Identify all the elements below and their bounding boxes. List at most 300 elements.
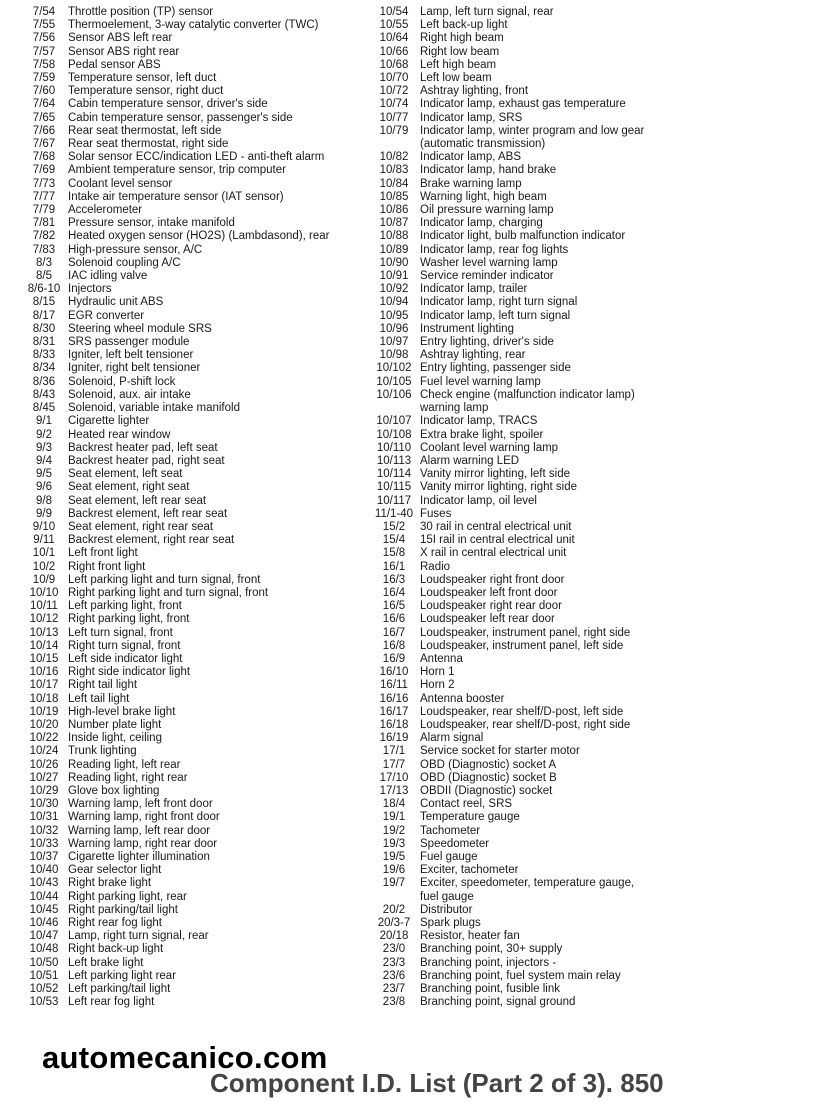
- component-code: 10/24: [29, 745, 59, 758]
- component-code: 10/54: [379, 6, 409, 18]
- component-description: Vanity mirror lighting, left side: [420, 468, 570, 481]
- component-description: Branching point, fuel system main relay: [420, 969, 621, 982]
- component-description: Right tail light: [68, 679, 138, 692]
- component-description: Heated rear window: [68, 428, 171, 441]
- component-description: Branching point, fusible link: [420, 983, 560, 996]
- component-description: Ashtray lighting, front: [420, 85, 529, 98]
- list-item: [20, 72, 370, 85]
- list-item: [20, 534, 370, 547]
- component-description: Left rear fog light: [68, 996, 155, 1009]
- component-description: Fuses: [420, 507, 452, 520]
- list-item: [368, 204, 823, 217]
- component-code: 7/67: [32, 138, 56, 151]
- component-description: Indicator lamp, TRACS: [420, 415, 538, 428]
- list-item: [20, 283, 370, 296]
- component-description: Injectors: [68, 283, 112, 296]
- list-item: [20, 376, 370, 389]
- component-code: 19/3: [382, 837, 406, 850]
- component-description: Cabin temperature sensor, passenger's side: [68, 111, 293, 124]
- component-code: 10/48: [29, 943, 59, 956]
- component-description: Heated oxygen sensor (HO2S) (Lambdasond), rear: [68, 230, 330, 243]
- component-description: Solar sensor ECC/indication LED - anti-theft alarm: [68, 151, 325, 164]
- list-item: [368, 257, 823, 270]
- component-list-left: [20, 6, 370, 1009]
- component-code: 7/81: [32, 217, 56, 230]
- component-description: Right turn signal, front: [68, 639, 181, 652]
- component-code: 10/107: [376, 415, 412, 428]
- component-description: Solenoid, aux. air intake: [68, 388, 191, 401]
- component-description: Coolant level warning lamp: [420, 441, 559, 454]
- component-code: 16/18: [379, 718, 409, 731]
- component-code: 7/65: [32, 111, 56, 124]
- component-code: 10/102: [376, 362, 412, 375]
- component-code: 9/9: [36, 507, 52, 520]
- component-code: 23/6: [382, 969, 406, 982]
- component-code: 16/10: [379, 666, 409, 679]
- component-code: 10/50: [29, 956, 59, 969]
- component-description: Right front light: [68, 560, 146, 573]
- list-item: [368, 613, 823, 626]
- component-description: Cigarette lighter illumination: [68, 851, 210, 863]
- list-item: [20, 521, 370, 534]
- list-item: [368, 627, 823, 640]
- component-code: 7/77: [32, 190, 56, 203]
- list-item: [20, 495, 370, 508]
- component-description: warning lamp: [420, 402, 489, 415]
- component-description: Reading light, right rear: [68, 771, 188, 784]
- component-description: Right parking light, front: [68, 613, 190, 626]
- list-item: [368, 825, 823, 838]
- component-description: Pressure sensor, intake manifold: [68, 217, 235, 230]
- component-code: 23/0: [382, 943, 406, 956]
- component-description: Ashtray lighting, rear: [420, 349, 526, 362]
- list-item: [20, 772, 370, 785]
- list-item: [368, 653, 823, 666]
- component-code: 10/27: [29, 771, 59, 784]
- component-description: Check engine (malfunction indicator lamp): [420, 388, 635, 401]
- component-code: 10/74: [379, 98, 409, 111]
- component-code: 16/17: [379, 705, 409, 718]
- list-item: [368, 943, 823, 956]
- component-code: 10/45: [29, 903, 59, 916]
- component-description: Seat element, right seat: [68, 481, 190, 494]
- component-code: 10/106: [376, 388, 412, 401]
- component-code: 7/64: [32, 98, 56, 111]
- component-description: Solenoid, P-shift lock: [68, 375, 176, 388]
- component-code: 10/16: [29, 666, 59, 679]
- list-item: [368, 481, 823, 494]
- component-code: 10/97: [379, 336, 409, 349]
- component-code: 9/4: [36, 454, 52, 467]
- component-description: Branching point, injectors -: [420, 956, 557, 969]
- list-item: [368, 270, 823, 283]
- component-code: 7/73: [32, 177, 56, 190]
- component-code: 10/84: [379, 177, 409, 190]
- component-code: 10/72: [379, 85, 409, 98]
- component-description: Fuel gauge: [420, 851, 478, 863]
- component-code: 10/10: [29, 586, 59, 599]
- component-code: 10/77: [379, 111, 409, 124]
- list-item: [368, 323, 823, 336]
- component-description: Radio: [420, 560, 451, 573]
- list-item: [20, 112, 370, 125]
- component-description: Washer level warning lamp: [420, 256, 558, 269]
- component-description: Left tail light: [68, 692, 130, 705]
- component-code: 10/64: [379, 32, 409, 45]
- component-code: 16/1: [382, 560, 406, 573]
- list-item: [20, 785, 370, 798]
- list-item: [20, 904, 370, 917]
- list-item: [20, 59, 370, 72]
- component-description: Sensor ABS left rear: [68, 32, 173, 45]
- list-item: [368, 310, 823, 323]
- list-item: [368, 72, 823, 85]
- component-code: 10/47: [29, 930, 59, 943]
- component-description: Loudspeaker, instrument panel, right side: [420, 626, 631, 639]
- list-item: [368, 468, 823, 481]
- list-item: [20, 732, 370, 745]
- component-description: Spark plugs: [420, 917, 481, 930]
- component-description: Gear selector light: [68, 864, 162, 877]
- component-description: Loudspeaker left front door: [420, 586, 558, 599]
- component-code: 8/43: [32, 388, 56, 401]
- component-description: OBDII (Diagnostic) socket: [420, 784, 553, 797]
- component-description: Backrest element, left rear seat: [68, 507, 228, 520]
- component-code: 10/40: [29, 864, 59, 877]
- component-code: 10/26: [29, 758, 59, 771]
- component-code: 8/6-10: [27, 283, 61, 296]
- list-item: [20, 917, 370, 930]
- component-code: 11/1-40: [374, 507, 414, 520]
- component-description: Reading light, left rear: [68, 758, 181, 771]
- component-code: 10/31: [29, 811, 59, 824]
- component-description: IAC idling valve: [68, 270, 148, 283]
- list-item: [368, 679, 823, 692]
- component-code: 8/36: [32, 375, 56, 388]
- list-item: [368, 904, 823, 917]
- list-item: [20, 508, 370, 521]
- component-code: 10/87: [379, 217, 409, 230]
- list-item: [368, 389, 823, 402]
- component-code: 10/110: [376, 441, 412, 454]
- component-code: 16/5: [382, 600, 406, 613]
- component-description: Loudspeaker right front door: [420, 573, 565, 586]
- component-code: 10/79: [379, 124, 409, 137]
- list-item: [20, 851, 370, 864]
- list-item: [20, 996, 370, 1009]
- component-description: Left back-up light: [420, 19, 508, 32]
- component-description: Inside light, ceiling: [68, 732, 162, 745]
- component-description: Right side indicator light: [68, 666, 191, 679]
- list-item: [368, 640, 823, 653]
- component-description: Temperature gauge: [420, 811, 520, 824]
- list-item: [368, 151, 823, 164]
- component-code: 10/29: [29, 784, 59, 797]
- component-description: Alarm signal: [420, 732, 484, 745]
- component-code: 16/19: [379, 732, 409, 745]
- component-code: 8/34: [32, 362, 56, 375]
- component-description: Glove box lighting: [68, 784, 160, 797]
- list-item: [20, 600, 370, 613]
- component-code: 7/83: [32, 243, 56, 256]
- component-code: 7/69: [32, 164, 56, 177]
- component-code: 10/82: [379, 151, 409, 164]
- component-code: 18/4: [382, 798, 406, 811]
- component-description: Resistor, heater fan: [420, 930, 520, 943]
- component-description: Instrument lighting: [420, 322, 514, 335]
- component-code: 10/19: [29, 705, 59, 718]
- list-item: [368, 164, 823, 177]
- component-code: 10/2: [32, 560, 56, 573]
- component-description: Right brake light: [68, 877, 152, 890]
- component-description: Igniter, left belt tensioner: [68, 349, 194, 362]
- component-code: 10/88: [379, 230, 409, 243]
- component-description: Pedal sensor ABS: [68, 58, 161, 71]
- component-description: Indicator lamp, left turn signal: [420, 309, 571, 322]
- list-item: [368, 851, 823, 864]
- list-item: [368, 587, 823, 600]
- list-item: [20, 19, 370, 32]
- component-code: 23/3: [382, 956, 406, 969]
- component-code: 8/3: [36, 256, 52, 269]
- list-item: [20, 653, 370, 666]
- component-description: Alarm warning LED: [420, 454, 520, 467]
- component-description: Vanity mirror lighting, right side: [420, 481, 578, 494]
- page-title: Component I.D. List (Part 2 of 3). 850: [210, 1068, 664, 1098]
- component-description: Brake warning lamp: [420, 177, 522, 190]
- component-description: SRS passenger module: [68, 336, 190, 349]
- component-code: 17/7: [382, 758, 406, 771]
- component-description: Coolant level sensor: [68, 177, 173, 190]
- component-description: Loudspeaker, instrument panel, left side: [420, 639, 624, 652]
- component-description: Indicator lamp, hand brake: [420, 164, 557, 177]
- list-item: [368, 455, 823, 468]
- component-code: 10/94: [379, 296, 409, 309]
- list-item: [368, 217, 823, 230]
- component-description: Backrest heater pad, right seat: [68, 454, 225, 467]
- list-item: [368, 719, 823, 732]
- component-code: [368, 402, 420, 415]
- component-description: Backrest heater pad, left seat: [68, 441, 218, 454]
- list-item: [368, 745, 823, 758]
- component-code: 10/70: [379, 72, 409, 85]
- component-description: Left front light: [68, 547, 138, 560]
- list-item: [20, 415, 370, 428]
- list-item: [368, 798, 823, 811]
- component-description: Hydraulic unit ABS: [68, 296, 164, 309]
- list-item: [368, 917, 823, 930]
- list-item: [368, 178, 823, 191]
- component-description: Trunk lighting: [68, 745, 137, 758]
- component-description: (automatic transmission): [420, 138, 546, 151]
- list-item: [368, 376, 823, 389]
- component-description: Exciter, speedometer, temperature gauge,: [420, 877, 635, 890]
- list-item: [368, 32, 823, 45]
- component-code: 10/20: [29, 718, 59, 731]
- component-code: 10/66: [379, 45, 409, 58]
- list-item: [20, 217, 370, 230]
- component-code: 8/15: [32, 296, 56, 309]
- component-code: 19/6: [382, 864, 406, 877]
- list-item: [368, 283, 823, 296]
- list-item: [20, 825, 370, 838]
- list-item: [20, 877, 370, 890]
- component-description: Rear seat thermostat, left side: [68, 124, 222, 137]
- component-code: 10/55: [379, 19, 409, 32]
- component-code: 16/3: [382, 573, 406, 586]
- component-code: 10/51: [29, 969, 59, 982]
- list-item: [20, 468, 370, 481]
- list-item: [20, 296, 370, 309]
- component-description: Left side indicator light: [68, 652, 183, 665]
- component-description: Seat element, left rear seat: [68, 494, 207, 507]
- component-description: Fuel level warning lamp: [420, 375, 541, 388]
- component-code: 9/11: [33, 534, 55, 547]
- list-item: [20, 349, 370, 362]
- component-code: 10/13: [29, 626, 59, 639]
- component-description: 30 rail in central electrical unit: [420, 520, 572, 533]
- component-code: 8/5: [36, 270, 52, 283]
- component-code: 10/15: [29, 652, 59, 665]
- component-description: Left brake light: [68, 956, 144, 969]
- component-description: OBD (Diagnostic) socket B: [420, 771, 557, 784]
- component-list-right: [368, 6, 823, 1009]
- component-description: Service reminder indicator: [420, 270, 554, 283]
- component-description: Loudspeaker, rear shelf/D-post, left side: [420, 705, 624, 718]
- component-description: Indicator lamp, SRS: [420, 111, 523, 124]
- list-item: [368, 666, 823, 679]
- component-description: Right parking/tail light: [68, 903, 178, 916]
- component-description: Extra brake light, spoiler: [420, 428, 544, 441]
- component-description: Indicator lamp, ABS: [420, 151, 521, 164]
- component-description: Loudspeaker, rear shelf/D-post, right side: [420, 718, 631, 731]
- component-code: 10/14: [29, 639, 59, 652]
- list-item: [368, 561, 823, 574]
- component-description: Warning lamp, right front door: [68, 811, 220, 824]
- component-code: 10/17: [29, 679, 59, 692]
- list-item: [368, 429, 823, 442]
- list-item: [20, 983, 370, 996]
- list-item: [368, 191, 823, 204]
- component-code: 9/8: [36, 494, 52, 507]
- component-description: Right low beam: [420, 45, 500, 58]
- component-code: 7/54: [32, 6, 56, 18]
- component-description: Horn 1: [420, 666, 455, 679]
- component-code: 10/18: [29, 692, 59, 705]
- component-code: 17/13: [379, 784, 409, 797]
- component-code: 8/30: [32, 322, 56, 335]
- list-item: [20, 679, 370, 692]
- list-item: [368, 891, 823, 904]
- component-description: Right high beam: [420, 32, 504, 45]
- component-description: Indicator lamp, right turn signal: [420, 296, 578, 309]
- list-item: [20, 455, 370, 468]
- list-item: [20, 587, 370, 600]
- list-item: [368, 442, 823, 455]
- component-code: [368, 138, 420, 151]
- component-code: 10/11: [30, 600, 58, 613]
- list-item: [368, 957, 823, 970]
- component-code: 10/89: [379, 243, 409, 256]
- component-code: 15/4: [382, 534, 406, 547]
- component-description: Right rear fog light: [68, 917, 162, 930]
- component-code: 10/91: [379, 270, 409, 283]
- list-item: [20, 402, 370, 415]
- component-code: 10/52: [29, 983, 59, 996]
- list-item: [20, 191, 370, 204]
- component-code: 16/4: [382, 586, 406, 599]
- component-description: Sensor ABS right rear: [68, 45, 180, 58]
- list-item: [20, 627, 370, 640]
- list-item: [20, 719, 370, 732]
- list-item: [20, 32, 370, 45]
- component-description: Speedometer: [420, 837, 490, 850]
- component-code: 9/10: [32, 520, 56, 533]
- list-item: [368, 930, 823, 943]
- component-code: 7/57: [32, 45, 56, 58]
- list-item: [20, 561, 370, 574]
- list-item: [20, 706, 370, 719]
- list-item: [20, 257, 370, 270]
- list-item: [368, 534, 823, 547]
- component-description: Branching point, signal ground: [420, 996, 576, 1009]
- component-code: 16/8: [382, 639, 406, 652]
- list-item: [368, 574, 823, 587]
- component-description: Service socket for starter motor: [420, 745, 580, 758]
- component-description: Indicator lamp, winter program and low gear: [420, 124, 645, 137]
- component-code: 19/7: [382, 877, 406, 890]
- component-code: 10/98: [379, 349, 409, 362]
- component-description: Steering wheel module SRS: [68, 322, 212, 335]
- list-item: [20, 310, 370, 323]
- component-code: 9/1: [36, 415, 52, 428]
- list-item: [20, 244, 370, 257]
- component-code: 10/85: [379, 190, 409, 203]
- list-item: [20, 891, 370, 904]
- component-code: 8/31: [32, 336, 56, 349]
- component-description: Ambient temperature sensor, trip computer: [68, 164, 286, 177]
- component-description: Rear seat thermostat, right side: [68, 138, 229, 151]
- component-description: X rail in central electrical unit: [420, 547, 567, 560]
- list-item: [368, 706, 823, 719]
- list-item: [20, 838, 370, 851]
- component-description: Warning light, high beam: [420, 190, 547, 203]
- component-description: Number plate light: [68, 718, 162, 731]
- component-code: 19/2: [382, 824, 406, 837]
- component-description: Igniter, right belt tensioner: [68, 362, 201, 375]
- list-item: [20, 429, 370, 442]
- component-code: 10/90: [379, 256, 409, 269]
- component-description: Left parking light, front: [68, 600, 182, 613]
- list-item: [20, 151, 370, 164]
- component-description: Indicator lamp, rear fog lights: [420, 243, 569, 256]
- list-item: [368, 46, 823, 59]
- list-item: [20, 85, 370, 98]
- list-item: [20, 745, 370, 758]
- list-item: [20, 442, 370, 455]
- component-code: 7/82: [32, 230, 56, 243]
- component-description: Indicator lamp, charging: [420, 217, 543, 230]
- list-item: [368, 811, 823, 824]
- component-code: 10/117: [376, 494, 412, 507]
- component-code: 16/9: [382, 652, 406, 665]
- component-description: Temperature sensor, right duct: [68, 85, 224, 98]
- component-code: 10/114: [376, 468, 412, 481]
- list-item: [20, 164, 370, 177]
- component-description: Temperature sensor, left duct: [68, 72, 217, 85]
- watermark-text: automecanico.com: [42, 1040, 328, 1075]
- component-code: 8/17: [32, 309, 56, 322]
